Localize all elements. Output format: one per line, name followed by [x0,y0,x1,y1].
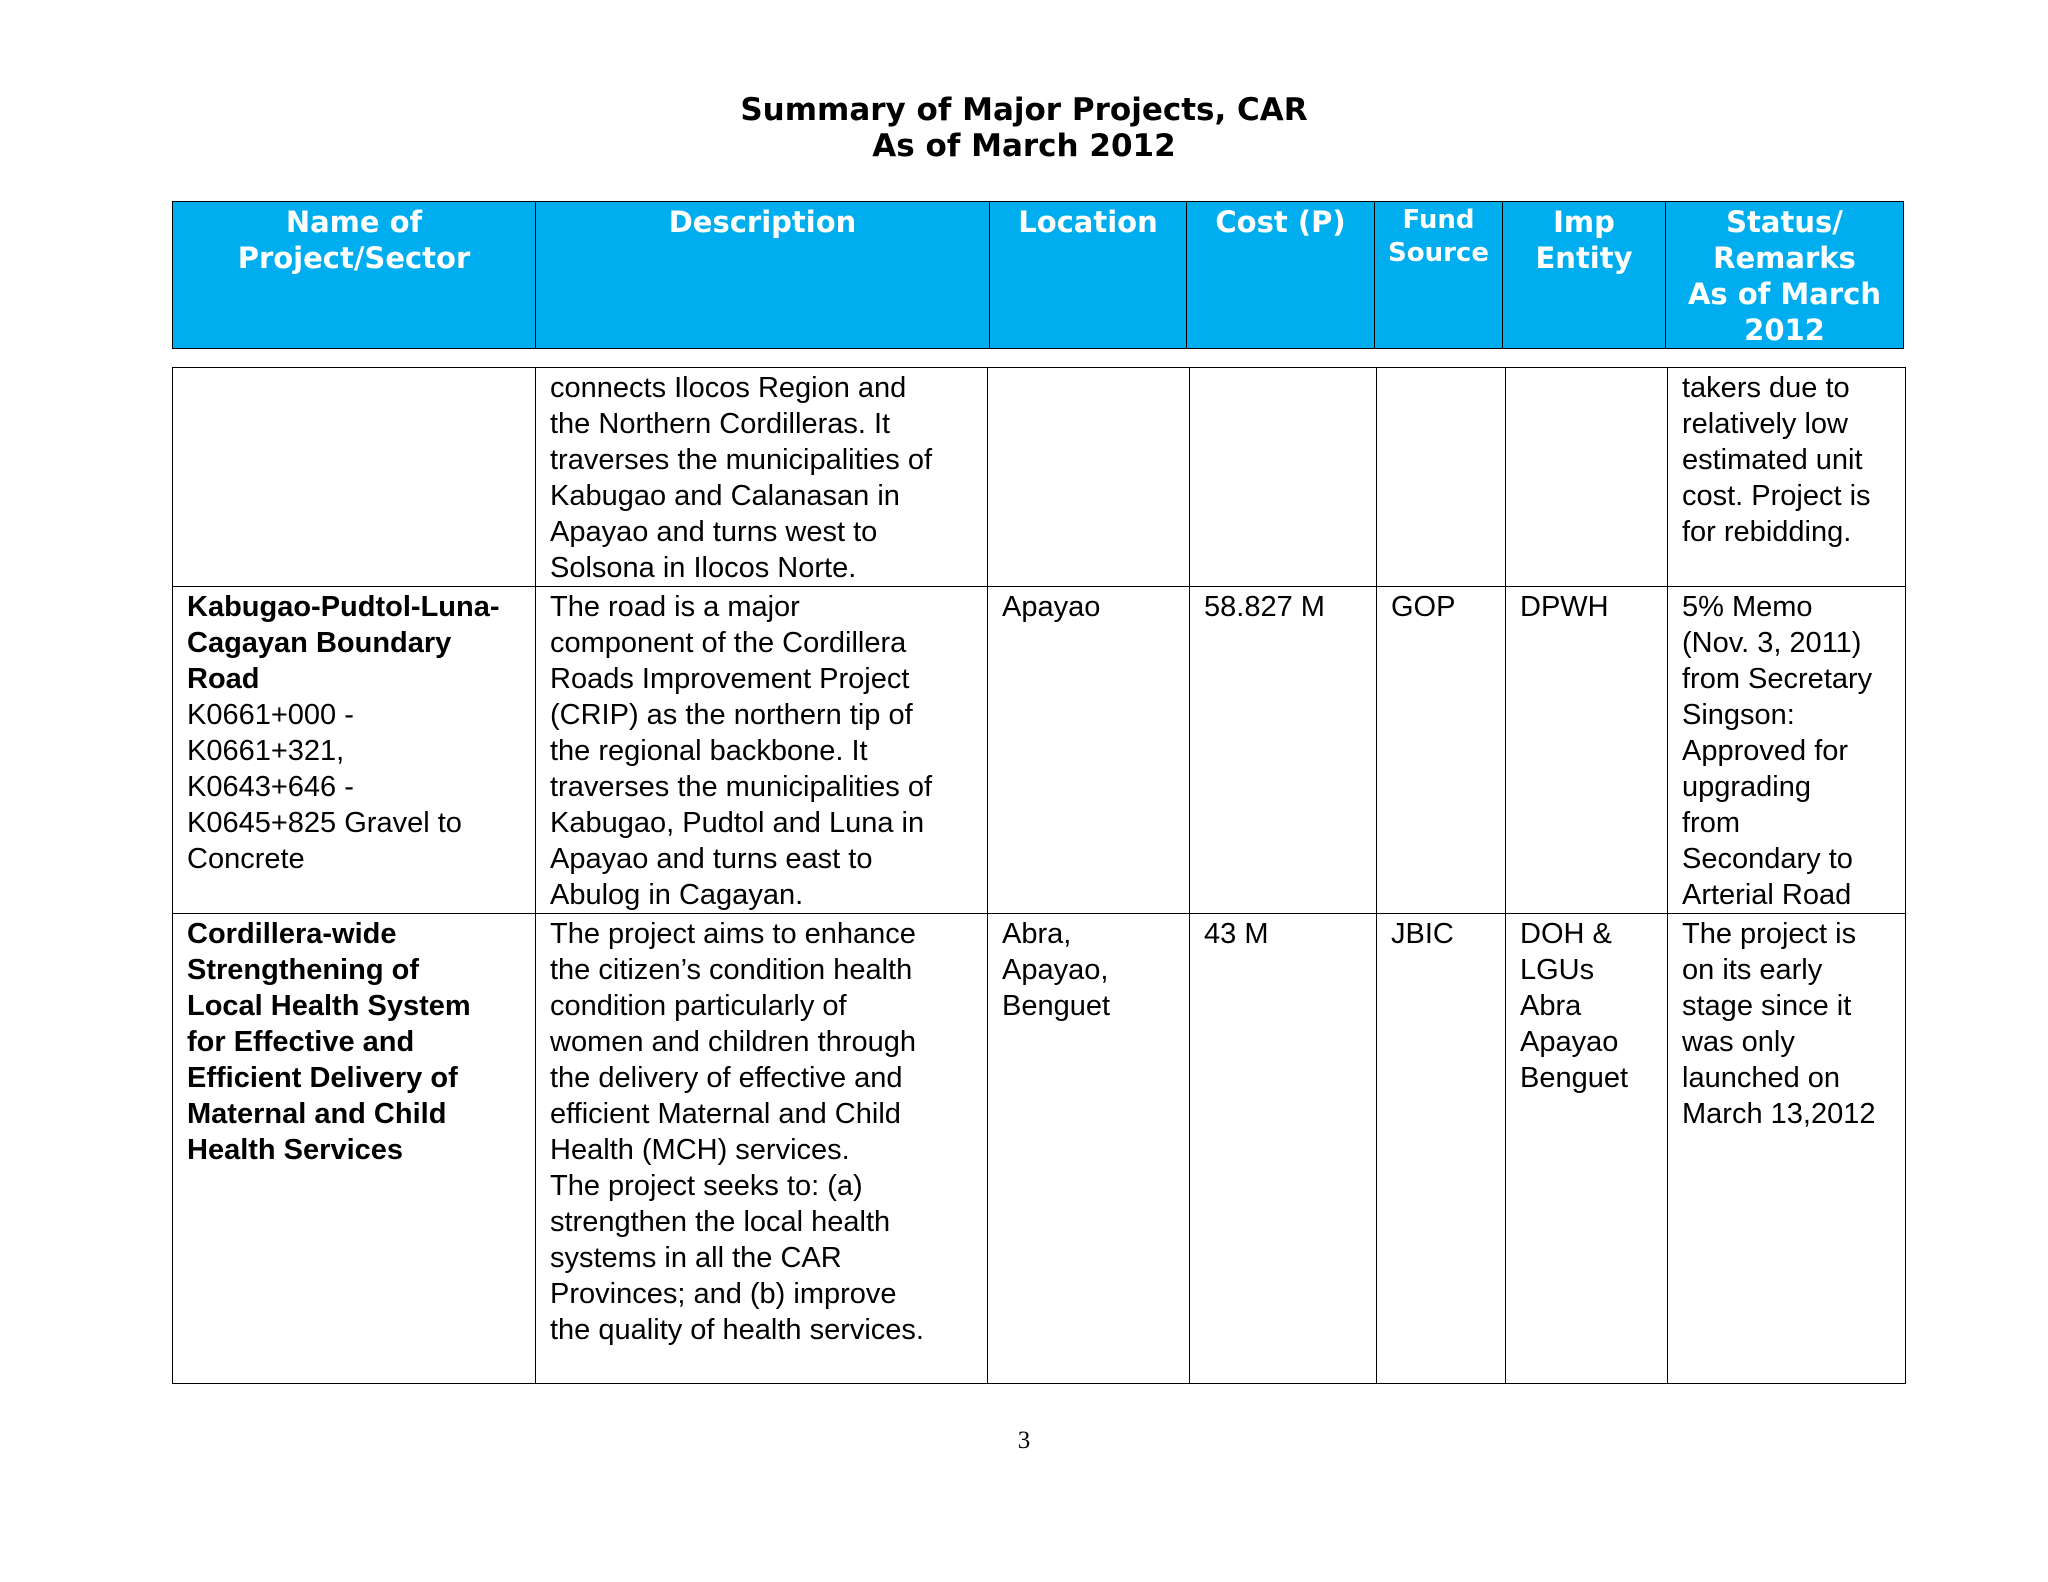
table-row [173,368,1906,587]
header-location: Location [990,202,1187,349]
title-line-2: As of March 2012 [872,128,1176,164]
cell-location [988,587,1190,914]
description-line: systems in all the CAR [550,1242,842,1274]
cell-description [536,587,988,914]
description-line: the Northern Cordilleras. It [550,408,891,440]
status-line: relatively low [1682,408,1848,440]
title-line-1: Summary of Major Projects, CAR [740,92,1308,128]
project-detail-line: K0643+646 - [187,771,354,803]
imp-entity-line: DPWH [1520,591,1609,623]
project-name-line: Maternal and Child [187,1098,447,1130]
cell-status [1668,587,1906,914]
status-line: cost. Project is [1682,480,1871,512]
status-line: Secondary to [1682,843,1853,875]
header-name: Name of Project/Sector [173,202,536,349]
status-line: stage since it [1682,990,1852,1022]
description-line: strengthen the local health [550,1206,891,1238]
project-name-line: Cagayan Boundary [187,627,452,659]
description-line: the quality of health services. [550,1314,924,1346]
description-line: Apayao and turns west to [550,516,878,548]
cost-line: 58.827 M [1204,591,1325,623]
imp-entity-line: LGUs [1520,954,1595,986]
cell-location [988,368,1190,587]
header-status: Status/ Remarks As of March 2012 [1666,202,1904,349]
cell-imp-entity [1506,587,1668,914]
cell-imp-entity [1506,914,1668,1384]
project-detail-line: K0645+825 Gravel to [187,807,462,839]
description-line: condition particularly of [550,990,847,1022]
description-line: traverses the municipalities of [550,771,932,803]
status-line: from Secretary [1682,663,1873,695]
imp-entity-line: Abra [1520,990,1582,1022]
description-line: efficient Maternal and Child [550,1098,901,1130]
status-line: from [1682,807,1740,839]
document-title [0,92,2048,164]
description-line: Provinces; and (b) improve [550,1278,897,1310]
header-description: Description [536,202,990,349]
description-line: Solsona in Ilocos Norte. [550,552,857,584]
status-line: (Nov. 3, 2011) [1682,627,1862,659]
header-table [172,201,1904,349]
project-name-line: Efficient Delivery of [187,1062,458,1094]
status-line: launched on [1682,1062,1841,1094]
description-line: Kabugao, Pudtol and Luna in [550,807,925,839]
project-detail-line: K0661+321, [187,735,345,767]
description-line: the delivery of effective and [550,1062,903,1094]
location-line: Benguet [1002,990,1111,1022]
description-line: the citizen’s condition health [550,954,913,986]
description-line: Apayao and turns east to [550,843,873,875]
description-line: The road is a major [550,591,800,623]
imp-entity-line: DOH & [1520,918,1612,950]
description-line: the regional backbone. It [550,735,868,767]
cell-name [173,914,536,1384]
page-number: 3 [1017,1427,1031,1454]
imp-entity-line: Apayao [1520,1026,1619,1058]
table-row [173,914,1906,1384]
description-line: traverses the municipalities of [550,444,932,476]
fund-source-line: JBIC [1391,918,1454,950]
description-line: The project seeks to: (a) [550,1170,863,1202]
cost-line: 43 M [1204,918,1269,950]
cell-cost [1190,914,1377,1384]
cell-description [536,368,988,587]
cell-cost [1190,368,1377,587]
description-line: Abulog in Cagayan. [550,879,804,911]
cell-cost [1190,587,1377,914]
cell-name [173,587,536,914]
cell-name [173,368,536,587]
projects-table [172,367,1906,1384]
status-line: Approved for [1682,735,1849,767]
cell-fund-source [1377,587,1506,914]
project-name-line: for Effective and [187,1026,415,1058]
status-line: takers due to [1682,372,1850,404]
status-line: The project is [1682,918,1857,950]
project-name-line: Road [187,663,260,695]
description-line: component of the Cordillera [550,627,907,659]
cell-fund-source [1377,368,1506,587]
description-line: Kabugao and Calanasan in [550,480,900,512]
status-line: upgrading [1682,771,1811,803]
description-line: Roads Improvement Project [550,663,910,695]
location-line: Apayao, [1002,954,1109,986]
status-line: 5% Memo [1682,591,1813,623]
status-line: Singson: [1682,699,1795,731]
location-line: Apayao [1002,591,1101,623]
status-line: estimated unit [1682,444,1863,476]
status-line: for rebidding. [1682,516,1852,548]
project-name-line: Strengthening of [187,954,419,986]
project-name-line: Cordillera-wide [187,918,397,950]
status-line: on its early [1682,954,1823,986]
header-imp-entity: Imp Entity [1503,202,1666,349]
project-name-line: Kabugao-Pudtol-Luna- [187,591,500,623]
header-fund-source: Fund Source [1375,202,1503,349]
cell-status [1668,368,1906,587]
fund-source-line: GOP [1391,591,1456,623]
status-line: March 13,2012 [1682,1098,1876,1130]
project-detail-line: Concrete [187,843,305,875]
status-line: was only [1682,1026,1795,1058]
imp-entity-line: Benguet [1520,1062,1629,1094]
table-row [173,587,1906,914]
cell-status [1668,914,1906,1384]
description-line: (CRIP) as the northern tip of [550,699,913,731]
project-detail-line: K0661+000 - [187,699,354,731]
cell-location [988,914,1190,1384]
description-line: Health (MCH) services. [550,1134,850,1166]
cell-imp-entity [1506,368,1668,587]
project-name-line: Local Health System [187,990,471,1022]
cell-description [536,914,988,1384]
project-name-line: Health Services [187,1134,404,1166]
header-cost: Cost (P) [1187,202,1375,349]
status-line: Arterial Road [1682,879,1852,911]
description-line: women and children through [550,1026,916,1058]
description-line: The project aims to enhance [550,918,916,950]
description-line: connects Ilocos Region and [550,372,907,404]
location-line: Abra, [1002,918,1072,950]
cell-fund-source [1377,914,1506,1384]
